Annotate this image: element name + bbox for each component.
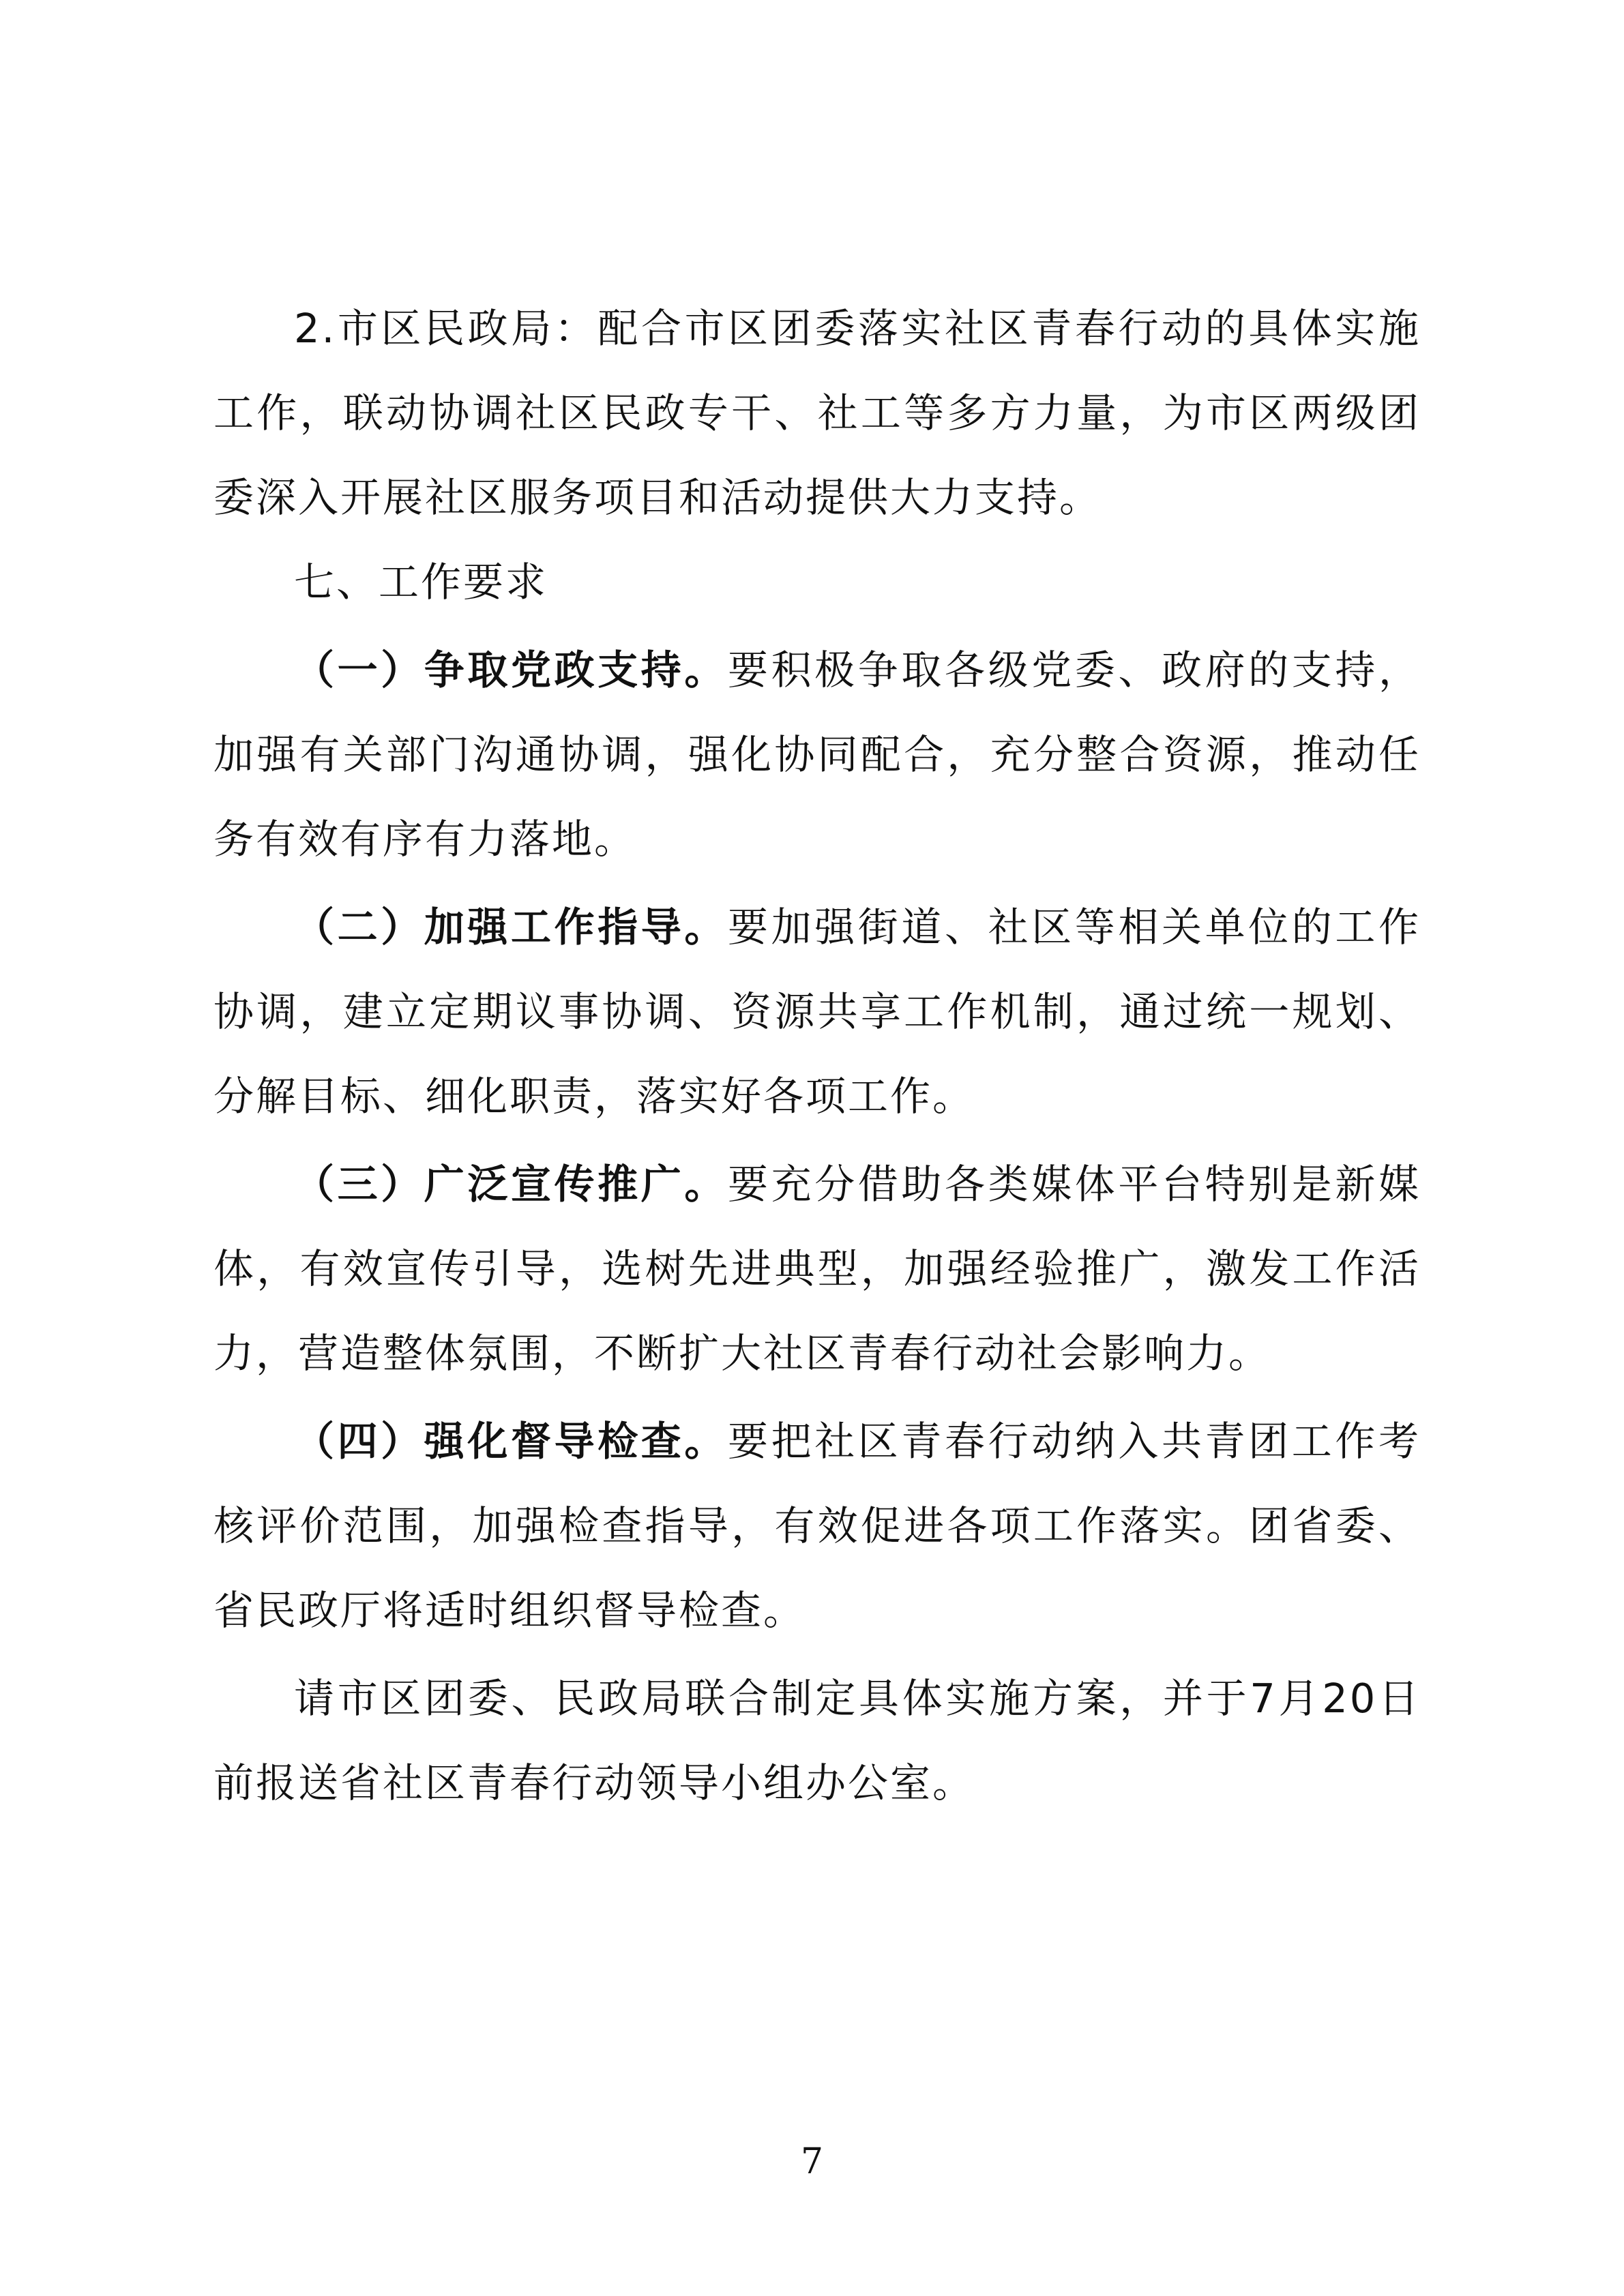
paragraph-text: 要加强街道、社区等相关单位的工作协调，建立定期议事协调、资源共享工作机制，通过统一规划、分解目标、细化职责，落实好各项工作。 (213, 904, 1421, 1120)
paragraph-text: 要把社区青春行动纳入共青团工作考核评价范围，加强检查指导，有效促进各项工作落实。团省委、省民政厅将适时组织督导检查。 (213, 1418, 1421, 1634)
paragraph-text: 要积极争取各级党委、政府的支持，加强有关部门沟通协调，强化协同配合，充分整合资源，推动任务有效有序有力落地。 (213, 646, 1421, 863)
paragraph-text: 要充分借助各类媒体平台特别是新媒体，有效宣传引导，选树先进典型，加强经验推广，激发工作活力，营造整体氛围，不断扩大社区青春行动社会影响力。 (213, 1161, 1421, 1377)
page-number: 7 (800, 2141, 824, 2182)
paragraph-party-support (213, 628, 1421, 882)
paragraph-publicity (213, 1142, 1421, 1396)
paragraph-lead: （四）强化督导检查。 (294, 1418, 728, 1465)
section-heading-work-requirements: 七、工作要求 (294, 558, 548, 606)
paragraph-lead: （二）加强工作指导。 (294, 904, 728, 951)
document-body (213, 286, 1421, 1825)
paragraph-supervision (213, 1399, 1421, 1653)
paragraph-work-guidance (213, 885, 1421, 1139)
paragraph-civil-affairs: 2.市区民政局：配合市区团委落实社区青春行动的具体实施工作，联动协调社区民政专干、社工等多方力量，为市区两级团委深入开展社区服务项目和活动提供大力支持。 (213, 305, 1421, 521)
paragraph-submission-deadline: 请市区团委、民政局联合制定具体实施方案，并于7月20日前报送省社区青春行动领导小组办公室。 (213, 1675, 1421, 1806)
paragraph-lead: （一）争取党政支持。 (294, 646, 728, 694)
paragraph-lead: （三）广泛宣传推广。 (294, 1161, 728, 1208)
